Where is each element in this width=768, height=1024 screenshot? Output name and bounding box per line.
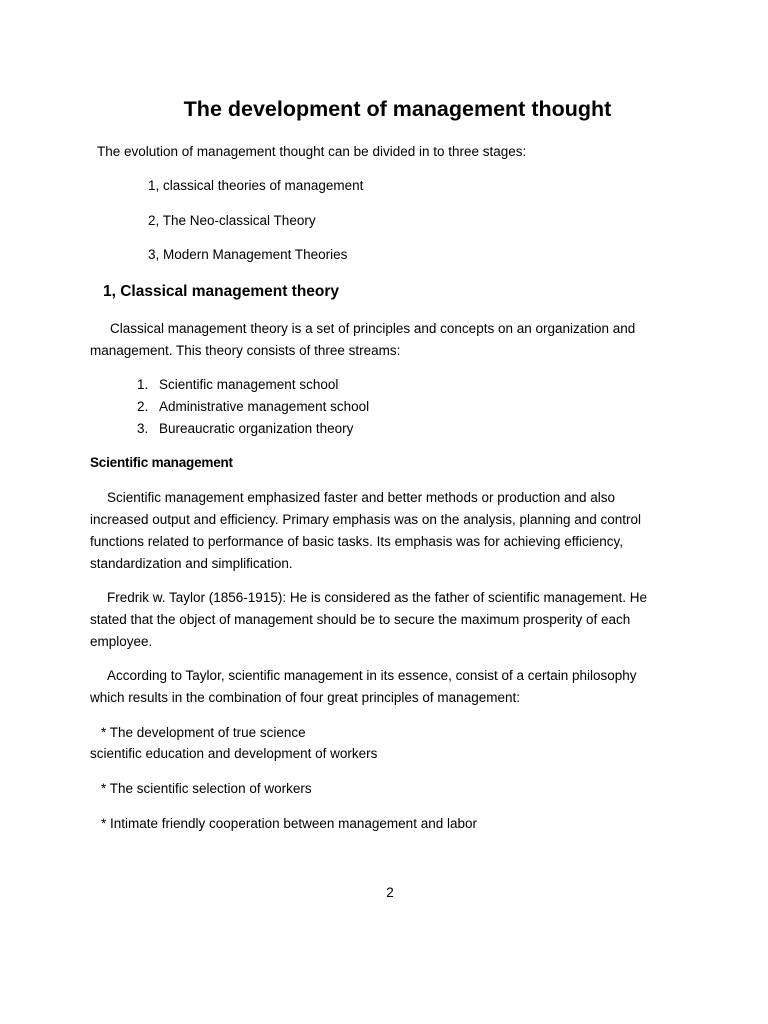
stream-number: 1. [137, 377, 149, 392]
principles-intro-line-2: which results in the combination of four great principles of management: [90, 690, 520, 705]
intro-text: The evolution of management thought can be divided in to three stages: [97, 144, 527, 159]
taylor-para-line-3: employee. [90, 634, 153, 649]
section-heading-classical: 1, Classical management theory [103, 283, 340, 300]
stage-item-3: 3, Modern Management Theories [148, 247, 348, 262]
stream-text: Bureaucratic organization theory [159, 421, 354, 436]
stream-list-item-3 [137, 418, 353, 440]
stream-text: Administrative management school [159, 399, 370, 414]
taylor-para-line-2: stated that the object of management should be to secure the maximum prosperity of each [90, 612, 631, 627]
taylor-para-line-1: Fredrik w. Taylor (1856-1915): He is considered as the father of scientific management. He [107, 590, 648, 605]
scientific-para1-line-3: functions related to performance of basic tasks. Its emphasis was for achieving efficiency, [90, 534, 624, 549]
scientific-para1-line-1: Scientific management emphasized faster and better methods or production and also [107, 490, 616, 505]
stream-number: 3. [137, 421, 149, 436]
principle-item-1: * The development of true science [101, 725, 306, 740]
principle-item-3: * Intimate friendly cooperation between management and labor [101, 816, 477, 831]
principle-item-1-continuation: scientific education and development of workers [90, 746, 378, 761]
stream-list-item-2 [137, 396, 369, 418]
principle-item-2: * The scientific selection of workers [101, 781, 312, 796]
page-title: The development of management thought [183, 97, 612, 121]
classical-paragraph-line-1: Classical management theory is a set of principles and concepts on an organization and [110, 321, 636, 336]
stream-number: 2. [137, 399, 149, 414]
principles-intro-line-1: According to Taylor, scientific management in its essence, consist of a certain philosophy [107, 668, 637, 683]
page-number: 2 [386, 885, 394, 900]
stream-text: Scientific management school [159, 377, 339, 392]
scientific-para1-line-4: standardization and simplification. [90, 556, 293, 571]
stage-item-1: 1, classical theories of management [148, 178, 364, 193]
stage-item-2: 2, The Neo-classical Theory [148, 213, 316, 228]
subheading-scientific-management: Scientific management [90, 455, 233, 470]
stream-list-item-1 [137, 374, 338, 396]
scientific-para1-line-2: increased output and efficiency. Primary emphasis was on the analysis, planning and control [90, 512, 642, 527]
classical-paragraph-line-2: management. This theory consists of three streams: [90, 343, 401, 358]
